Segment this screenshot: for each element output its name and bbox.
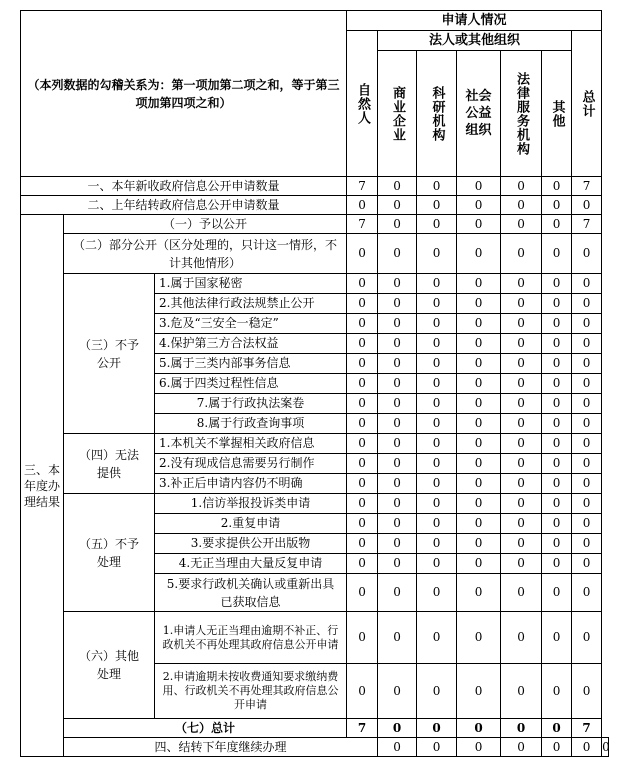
value-cell: 0 <box>347 196 378 215</box>
row-label: 2.申请逾期未按收费通知要求缴纳费用、行政机关不再处理其政府信息公开申请 <box>155 664 347 719</box>
value-cell: 0 <box>347 414 378 434</box>
value-cell: 0 <box>378 414 417 434</box>
value-cell: 0 <box>417 612 457 664</box>
row-carry-next <box>21 738 609 757</box>
value-cell: 0 <box>542 738 572 757</box>
value-cell: 0 <box>347 454 378 474</box>
value-cell: 0 <box>378 574 417 612</box>
value-cell: 0 <box>542 494 572 514</box>
value-cell: 0 <box>572 434 602 454</box>
row-label: 1.本机关不掌握相关政府信息 <box>155 434 347 454</box>
report-table-wrapper <box>20 10 609 757</box>
value-cell: 7 <box>572 177 602 196</box>
value-cell: 0 <box>378 294 417 314</box>
value-cell: 0 <box>542 719 572 738</box>
value-cell: 0 <box>378 334 417 354</box>
value-cell: 0 <box>501 274 542 294</box>
value-cell: 0 <box>417 394 457 414</box>
value-cell: 0 <box>378 196 417 215</box>
row-label: 3.要求提供公开出版物 <box>155 534 347 554</box>
value-cell: 0 <box>542 414 572 434</box>
value-cell: 0 <box>501 738 542 757</box>
value-cell: 0 <box>501 215 542 234</box>
value-cell: 0 <box>378 554 417 574</box>
value-cell: 0 <box>572 354 602 374</box>
value-cell: 7 <box>572 215 602 234</box>
row-label: 四、结转下年度继续办理 <box>64 738 378 757</box>
value-cell: 0 <box>501 177 542 196</box>
row-label: 1.属于国家秘密 <box>155 274 347 294</box>
row-partial <box>21 234 609 274</box>
value-cell: 0 <box>542 474 572 494</box>
header-note-cell <box>21 11 347 177</box>
value-cell: 0 <box>378 434 417 454</box>
value-cell: 0 <box>542 274 572 294</box>
row-label: 1.信访举报投诉类申请 <box>155 494 347 514</box>
value-cell: 0 <box>501 574 542 612</box>
section3-label: 三、本年度办理结果 <box>23 462 60 509</box>
col-header-other: 其他 <box>542 51 572 177</box>
row-other-1 <box>21 612 609 664</box>
other-group-label: （六）其他处理 <box>64 612 155 719</box>
value-cell: 0 <box>417 738 457 757</box>
value-cell: 0 <box>542 314 572 334</box>
value-cell: 0 <box>378 494 417 514</box>
row-label: 4.保护第三方合法权益 <box>155 334 347 354</box>
value-cell: 0 <box>378 454 417 474</box>
value-cell: 0 <box>378 474 417 494</box>
noprocess-group-label: （五）不予处理 <box>64 494 155 612</box>
header-note: （本列数据的勾稽关系为：第一项加第二项之和，等于第三项加第四项之和） <box>27 77 340 110</box>
row-total <box>21 719 609 738</box>
value-cell: 0 <box>378 394 417 414</box>
value-cell: 0 <box>457 294 501 314</box>
row-label: 1.申请人无正当理由逾期不补正、行政机关不再处理其政府信息公开申请 <box>155 612 347 664</box>
col-header-legal-service: 法律服务机构 <box>501 51 542 177</box>
value-cell: 0 <box>501 334 542 354</box>
value-cell: 0 <box>417 454 457 474</box>
row-label: 8.属于行政查询事项 <box>155 414 347 434</box>
row-label: 4.无正当理由大量反复申请 <box>155 554 347 574</box>
value-cell: 0 <box>347 374 378 394</box>
col-header-natural-person: 自然人 <box>347 31 378 177</box>
value-cell: 0 <box>457 454 501 474</box>
value-cell: 0 <box>542 294 572 314</box>
value-cell: 0 <box>542 374 572 394</box>
value-cell: 0 <box>457 434 501 454</box>
value-cell: 0 <box>542 534 572 554</box>
header-row-1 <box>21 11 609 31</box>
value-cell: 0 <box>378 738 417 757</box>
value-cell: 0 <box>347 434 378 454</box>
section3-label-cell <box>21 215 64 757</box>
value-cell: 0 <box>457 354 501 374</box>
value-cell: 0 <box>501 474 542 494</box>
value-cell: 0 <box>501 494 542 514</box>
value-cell: 0 <box>417 234 457 274</box>
value-cell: 0 <box>378 664 417 719</box>
value-cell: 0 <box>457 574 501 612</box>
value-cell: 0 <box>457 612 501 664</box>
value-cell: 0 <box>347 554 378 574</box>
row-noprocess-1 <box>21 494 609 514</box>
value-cell: 0 <box>417 474 457 494</box>
value-cell: 0 <box>501 314 542 334</box>
value-cell: 0 <box>457 374 501 394</box>
value-cell: 0 <box>417 334 457 354</box>
value-cell: 0 <box>378 514 417 534</box>
deny-group-label: （三）不予公开 <box>64 274 155 434</box>
row-label: 3.危及“三安全一稳定” <box>155 314 347 334</box>
value-cell: 0 <box>417 294 457 314</box>
col-header-business: 商业企业 <box>378 51 417 177</box>
value-cell: 0 <box>572 274 602 294</box>
value-cell: 7 <box>347 215 378 234</box>
value-cell: 0 <box>457 494 501 514</box>
value-cell: 0 <box>417 719 457 738</box>
value-cell: 0 <box>542 334 572 354</box>
value-cell: 0 <box>417 374 457 394</box>
value-cell: 0 <box>501 394 542 414</box>
value-cell: 0 <box>378 374 417 394</box>
value-cell: 0 <box>572 514 602 534</box>
value-cell: 0 <box>542 434 572 454</box>
row-new-requests <box>21 177 609 196</box>
value-cell: 0 <box>417 554 457 574</box>
row-carried-over <box>21 196 609 215</box>
value-cell: 0 <box>417 196 457 215</box>
row-label: 2.重复申请 <box>155 514 347 534</box>
value-cell: 0 <box>501 612 542 664</box>
value-cell: 0 <box>378 215 417 234</box>
applicant-situation-header: 申请人情况 <box>347 11 602 31</box>
row-label: （二）部分公开（区分处理的，只计这一情形，不计其他情形） <box>64 234 347 274</box>
value-cell: 0 <box>572 474 602 494</box>
value-cell: 0 <box>378 234 417 274</box>
unable-group-label: （四）无法提供 <box>64 434 155 494</box>
value-cell: 0 <box>501 414 542 434</box>
value-cell: 0 <box>501 434 542 454</box>
value-cell: 0 <box>542 196 572 215</box>
row-label: 一、本年新收政府信息公开申请数量 <box>21 177 347 196</box>
value-cell: 0 <box>501 664 542 719</box>
value-cell: 0 <box>457 514 501 534</box>
value-cell: 0 <box>572 374 602 394</box>
value-cell: 0 <box>501 514 542 534</box>
value-cell: 0 <box>501 374 542 394</box>
value-cell: 0 <box>542 454 572 474</box>
value-cell: 0 <box>457 394 501 414</box>
value-cell: 0 <box>572 394 602 414</box>
row-label: 5.要求行政机关确认或重新出具已获取信息 <box>155 574 347 612</box>
value-cell: 0 <box>501 234 542 274</box>
value-cell: 0 <box>347 474 378 494</box>
value-cell: 0 <box>347 294 378 314</box>
value-cell: 0 <box>417 274 457 294</box>
value-cell: 0 <box>572 612 602 664</box>
value-cell: 0 <box>347 394 378 414</box>
value-cell: 0 <box>417 215 457 234</box>
value-cell: 0 <box>378 354 417 374</box>
value-cell: 0 <box>457 274 501 294</box>
value-cell: 0 <box>378 274 417 294</box>
value-cell: 0 <box>602 738 609 757</box>
row-label: 3.补正后申请内容仍不明确 <box>155 474 347 494</box>
value-cell: 0 <box>417 354 457 374</box>
value-cell: 0 <box>572 664 602 719</box>
col-header-total: 总计 <box>572 31 602 177</box>
value-cell: 0 <box>572 738 602 757</box>
value-cell: 0 <box>501 454 542 474</box>
value-cell: 0 <box>457 234 501 274</box>
value-cell: 0 <box>457 474 501 494</box>
col-header-research: 科研机构 <box>417 51 457 177</box>
value-cell: 0 <box>572 234 602 274</box>
value-cell: 0 <box>542 514 572 534</box>
value-cell: 0 <box>417 664 457 719</box>
value-cell: 0 <box>347 274 378 294</box>
value-cell: 0 <box>542 234 572 274</box>
value-cell: 0 <box>347 514 378 534</box>
value-cell: 0 <box>542 354 572 374</box>
value-cell: 0 <box>417 414 457 434</box>
value-cell: 0 <box>378 177 417 196</box>
row-label: （一）予以公开 <box>64 215 347 234</box>
value-cell: 0 <box>501 554 542 574</box>
value-cell: 0 <box>347 612 378 664</box>
row-label: 2.没有现成信息需要另行制作 <box>155 454 347 474</box>
value-cell: 0 <box>572 494 602 514</box>
value-cell: 0 <box>457 414 501 434</box>
value-cell: 0 <box>542 215 572 234</box>
value-cell: 0 <box>378 612 417 664</box>
value-cell: 0 <box>457 719 501 738</box>
value-cell: 0 <box>457 534 501 554</box>
value-cell: 0 <box>572 574 602 612</box>
value-cell: 7 <box>347 177 378 196</box>
value-cell: 0 <box>572 314 602 334</box>
value-cell: 0 <box>417 534 457 554</box>
value-cell: 0 <box>572 334 602 354</box>
value-cell: 0 <box>542 612 572 664</box>
value-cell: 0 <box>457 334 501 354</box>
value-cell: 0 <box>457 554 501 574</box>
legal-and-others-header: 法人或其他组织 <box>378 31 572 51</box>
row-label: 二、上年结转政府信息公开申请数量 <box>21 196 347 215</box>
row-grant <box>21 215 609 234</box>
value-cell: 0 <box>501 719 542 738</box>
value-cell: 0 <box>417 177 457 196</box>
value-cell: 0 <box>572 454 602 474</box>
value-cell: 0 <box>542 394 572 414</box>
value-cell: 0 <box>378 314 417 334</box>
value-cell: 0 <box>572 414 602 434</box>
row-deny-1 <box>21 274 609 294</box>
value-cell: 0 <box>347 234 378 274</box>
value-cell: 0 <box>501 534 542 554</box>
value-cell: 0 <box>457 177 501 196</box>
value-cell: 0 <box>572 294 602 314</box>
value-cell: 0 <box>501 354 542 374</box>
row-label: （七）总计 <box>64 719 347 738</box>
value-cell: 0 <box>457 314 501 334</box>
value-cell: 0 <box>542 664 572 719</box>
value-cell: 0 <box>378 719 417 738</box>
value-cell: 0 <box>347 574 378 612</box>
value-cell: 0 <box>542 574 572 612</box>
row-label: 5.属于三类内部事务信息 <box>155 354 347 374</box>
value-cell: 0 <box>417 514 457 534</box>
row-label: 6.属于四类过程性信息 <box>155 374 347 394</box>
value-cell: 0 <box>347 314 378 334</box>
row-label: 7.属于行政执法案卷 <box>155 394 347 414</box>
value-cell: 0 <box>347 494 378 514</box>
value-cell: 0 <box>378 534 417 554</box>
value-cell: 0 <box>457 196 501 215</box>
col-header-public-welfare: 社会公益组织 <box>457 51 501 177</box>
row-label: 2.其他法律行政法规禁止公开 <box>155 294 347 314</box>
value-cell: 0 <box>501 294 542 314</box>
value-cell: 0 <box>542 554 572 574</box>
value-cell: 0 <box>347 334 378 354</box>
value-cell: 7 <box>572 719 602 738</box>
value-cell: 0 <box>572 554 602 574</box>
value-cell: 0 <box>501 196 542 215</box>
row-unable-1 <box>21 434 609 454</box>
value-cell: 0 <box>417 434 457 454</box>
value-cell: 0 <box>347 534 378 554</box>
value-cell: 0 <box>347 664 378 719</box>
value-cell: 0 <box>417 494 457 514</box>
value-cell: 0 <box>457 215 501 234</box>
value-cell: 0 <box>457 664 501 719</box>
value-cell: 7 <box>347 719 378 738</box>
value-cell: 0 <box>417 314 457 334</box>
information-disclosure-table <box>20 10 609 757</box>
value-cell: 0 <box>417 574 457 612</box>
value-cell: 0 <box>542 177 572 196</box>
value-cell: 0 <box>572 534 602 554</box>
value-cell: 0 <box>572 196 602 215</box>
value-cell: 0 <box>457 738 501 757</box>
value-cell: 0 <box>347 354 378 374</box>
